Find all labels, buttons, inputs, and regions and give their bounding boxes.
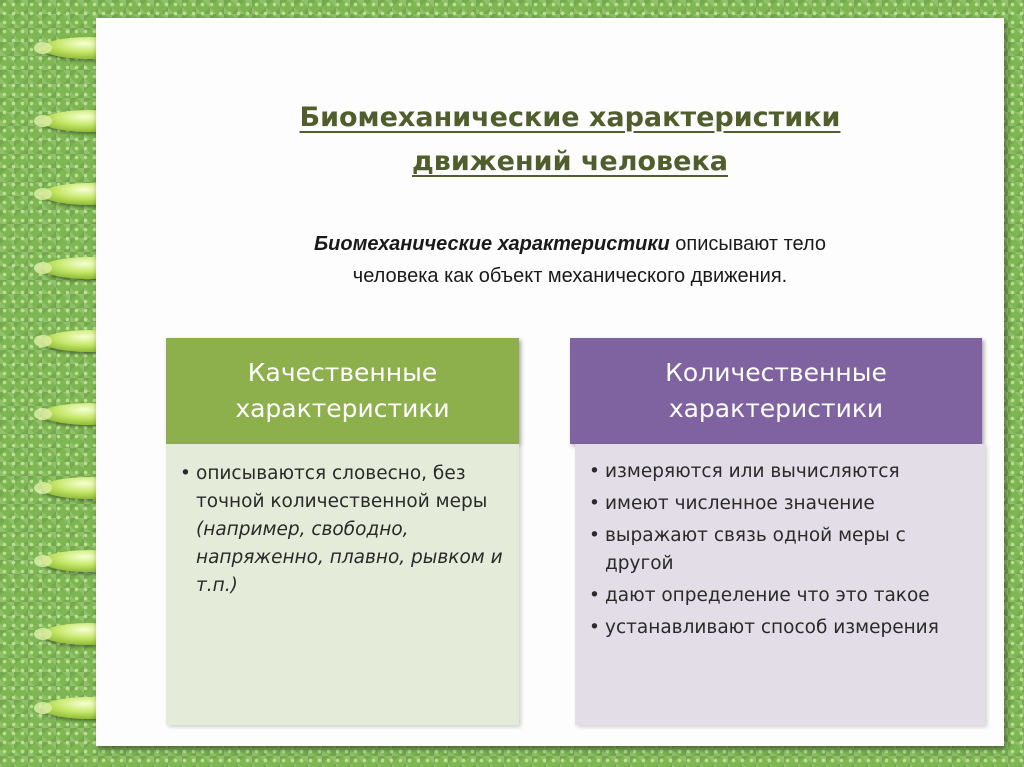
quantitative-header: [570, 338, 982, 444]
qualitative-header: [166, 338, 519, 444]
qualitative-header-line-1: Качественные: [247, 358, 438, 387]
qualitative-item-example: (например, свободно, напряженно, плавно, рывком и т.п.): [196, 519, 503, 596]
list-item: • измеряются или вычисляются: [589, 458, 971, 486]
title-line-1: Биомеханические характеристики: [299, 102, 841, 133]
quantitative-header-line-1: Количественные: [665, 358, 887, 387]
list-item: • дают определение что это такое: [589, 582, 971, 610]
qualitative-item-text: описываются словесно, без точной количественной меры: [196, 463, 488, 512]
quantitative-header-line-2: характеристики: [668, 394, 884, 423]
page-title: [200, 96, 940, 184]
intro-line-1: [230, 228, 910, 260]
intro-text: [230, 228, 910, 292]
list-item: • выражают связь одной меры с другой: [589, 522, 971, 578]
list-item: • имеют численное значение: [589, 490, 971, 518]
title-line-2: движений человека: [412, 146, 728, 177]
intro-emphasis: Биомеханические характеристики: [313, 233, 670, 255]
intro-line-2: человека как объект механического движения.: [352, 265, 788, 287]
list-item: • устанавливают способ измерения: [589, 614, 971, 642]
qualitative-header-line-2: характеристики: [235, 394, 450, 423]
list-item: [180, 460, 505, 600]
quantitative-list: [575, 444, 985, 725]
qualitative-list: [166, 444, 519, 725]
intro-rest: описывают тело: [669, 233, 826, 255]
